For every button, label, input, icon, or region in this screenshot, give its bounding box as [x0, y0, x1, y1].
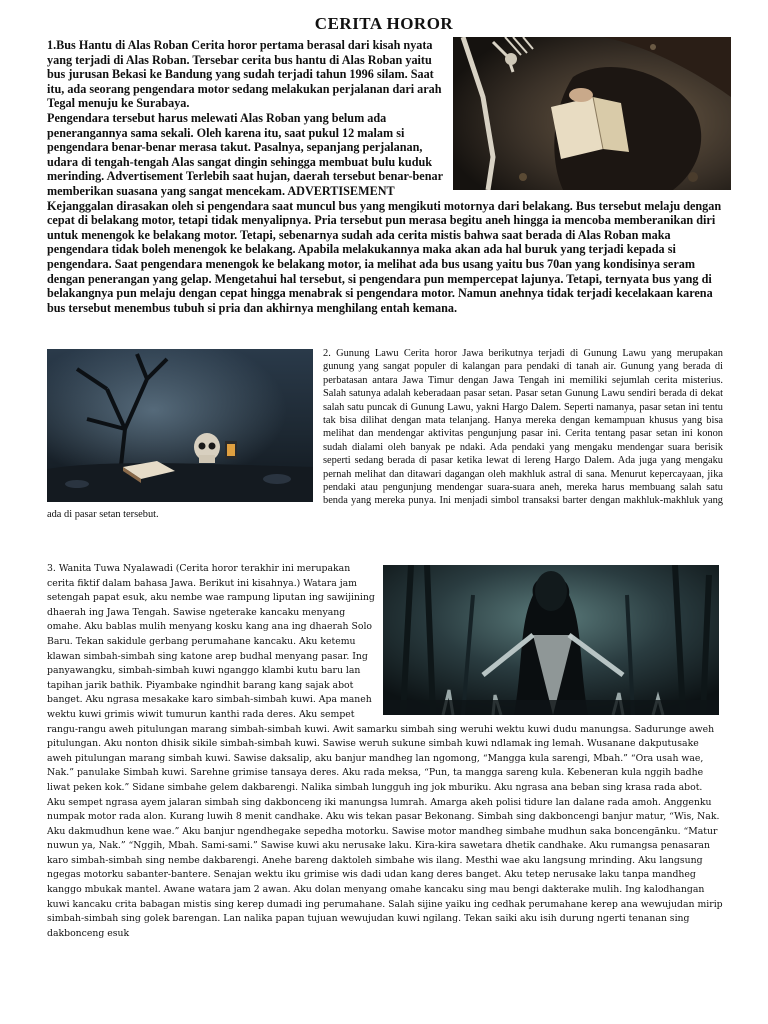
story-section-2 — [47, 347, 723, 521]
page-title: CERITA HOROR — [314, 14, 454, 33]
story-section-3 — [47, 562, 723, 941]
long-haired-ghost-woman-photo — [383, 565, 719, 715]
paragraph: Pengendara tersebut harus melewati Alas Roban yang belum ada penerangannya sama sekali. Oleh karena itu, saat pukul 12 malam si pengendara benar-benar merasa takut. Pasalnya, sepanjang perjalanan, udara di tengah-tengah Alas sangat dingin sehingga membuat bulu kuduk merinding. Advertisement Terlebih saat hujan, daerah tersebut benar-benar memberikan suasana yang sangat mencekam. ADVERTISEMENT Kejanggalan dirasakan oleh si pengendara saat muncul bus yang mengikuti motornya dari belakang. Bus tersebut melaju dengan cepat di belakang motor, tetapi tidak menyalipnya. Pria tersebut pun merasa begitu aneh hingga ia mencoba memberanikan diri untuk menengok ke belakang motor. Tetapi, sebenarnya sudah ada cerita mistis bahwa saat berada di Alas Roban maka pengendara tidak boleh menengok ke belakang. Apabila melakukannya maka akan ada hal buruk yang terjadi kepada si pengendara. Saat pengendara menengok ke belakang motor, ia melihat ada bus usang yaitu bus 70an yang kondisinya seram dengan penerangan yang gelap. Mengetahui hal tersebut, si pengendara pun mempercepat lajunya. Tetapi, ternyata bus yang di belakangnya pun melaju dengan cepat hingga menabrak si pengendara motor. Namun anehnya tidak terjadi kecelakaan karena bus tersebut menembus tubuh si pria dan akhirnya menghilang entah kemana. — [47, 110, 722, 315]
paragraph: 2. Gunung Lawu Cerita horor Jawa berikutnya terjadi di Gunung Lawu yang merupakan gunung yang sangat populer di kalangan para pendaki di tanah air. Gunung yang berada di perbatasan antara Jawa Timur dengan Jawa Tengah ini memiliki sejumlah cerita misterius. Salah satunya adalah keberadaan pasar setan. Pasar setan Gunung Lawu sendiri berada di dekat salah satu puncak di Gunung Lawu, yakni Hargo Dalem. Seperti namanya, pasar setan ini tentu tak bisa dilihat dengan mata telanjang. Hanya mereka dengan kemampuan khusus yang bisa melihat dan mendengar aktivitas pengunjung pasar ini. Cerita tentang pasar setan ini konon sudah dialami oleh banyak pe ndaki. Ada pendaki yang mengaku mendengar suara berisik seperti sedang berada di pasar ketika lewat di lereng Hargo Dalem. Ada juga yang mengaku pernah melihat dan ditawari dagangan oleh makhluk astral di sana. Menurut kepercayaan, jika pendaki atau pengunjung mendengar suara-suara aneh, mereka harus membuang salah satu benda yang mereka punya. Ini menjadi simbol transaksi barter dengan makhluk-makhluk yang ada di pasar setan tersebut. — [47, 348, 723, 520]
paragraph: 3. Wanita Tuwa Nyalawadi (Cerita horor terakhir ini merupakan cerita fiktif dalam bahasa Jawa. Berikut ini kisahnya.) Watara jam setengah papat esuk, aku nembe wae rampung liputan ing sawijining dhaerah ing Jawa Tengah. Sawise ngeterake kancaku menyang omahe. Aku bablas mulih menyang kosku kang ana ing dhaerah Solo Baru. Tekan sakidule gerbang perumahane kancaku. Aku ketemu klawan simbah-simbah sing katone arep budhal menyang pasar. Ing panyawangku, simbah-simbah kuwi nganggo klambi kutu baru lan tapihan jarik bathik. Piyambake ngindhit barang kang sajak abot banget. Aku ngrasa mesakake karo simbah-simbah kuwi. Apa maneh wektu kuwi grimis wiwit tumurun kanthi rada deres. Aku sempet rangu-rangu aweh pitulungan marang simbah-simbah kuwi. Awit samarku simbah sing weruhi wektu kuwi dudu manungsa. Sadurunge aweh pitulungan. Aku nonton dhisik sikile simbah-simbah kuwi. Sawise weruh sukune simbah kuwi ndlamak ing lemah. Wusanane dakputusake aweh pitulungan marang simbah kuwi. Sawise daksalip, aku banjur mandheg lan ngomong, “Mangga kula sarengi, Mbah.” “Ora usah wae, Nak.” panulake Simbah kuwi. Sarehne grimise tansaya deres. Aku rada meksa, “Pun, ta mangga sareng kula. Kebeneran kula nggih badhe liwat peken kok.” Sidane simbahe gelem dakbarengi. Nalika simbah lungguh ing jok mburiku. Aku ngrasa ana beban sing krasa rada abot. Aku sempet ngrasa ayem jalaran simbah sing dakbonceng iki manungsa lumrah. Amarga akeh polisi tidure lan dalane rada amoh. Anggenku numpak motor rada alon. Kurang luwih 8 menit candhake. Aku wis tekan pasar Bekonang. Simbah sing dakboncengi banjur matur, “Wis, Nak. Aku dakmudhun kene wae.” Aku banjur ngendhegake sepedha motorku. Sawise motor mandheg simbahe mudhun saka boncengānku. “Matur nuwun ya, Nak.” “Nggih, Mbah. Sami-sami.” Sawise kuwi aku nerusake laku. Kira-kira sawetara dhetik candhake. Aku rumangsa penasaran karo simbah-simbah sing nembe dakbarengi. Anehe bareng daktoleh simbahe wis ilang. Mesthi wae aku langsung mrinding. Aku langsung ngegas motorku sabanter-bantere. Senajan wektu iku grimise wis dadi udan kang deres banget. Aku tetep nerusake laku tanpa mandheg kanggo mbukak mantel. Awane watara jam 2 awan. Aku dolan menyang omahe kancaku sing mau bengi dakterake mulih. Ing kalodhangan kuwi kancaku crita babagan mistis sing kerep dumadi ing perumahane. Salah sijine yaiku ing cedhak perumahane kerep ana wewujudan mirip simbah-simbah sing golek barengan. Lan nalika papan tujuan wewujudan kuwi ngilang. Tekan saiki aku isih durung ngerti tenanan sing dakbonceng esuk — [47, 563, 723, 939]
story-section-1 — [47, 38, 725, 315]
skeleton-reading-book-photo — [453, 37, 731, 190]
paragraph: 1.Bus Hantu di Alas Roban Cerita horor pertama berasal dari kisah nyata yang terjadi di Alas Roban. Tersebar cerita bus hantu di Alas Roban yaitu bus jurusan Bekasi ke Bandung yang sudah terjadi tahun 1996 silam. Saat itu, ada seorang pengendara motor sedang melakukan perjalanan dari arah Tegal menuju ke Surabaya. — [47, 38, 442, 111]
skull-book-lantern-photo — [47, 349, 313, 502]
